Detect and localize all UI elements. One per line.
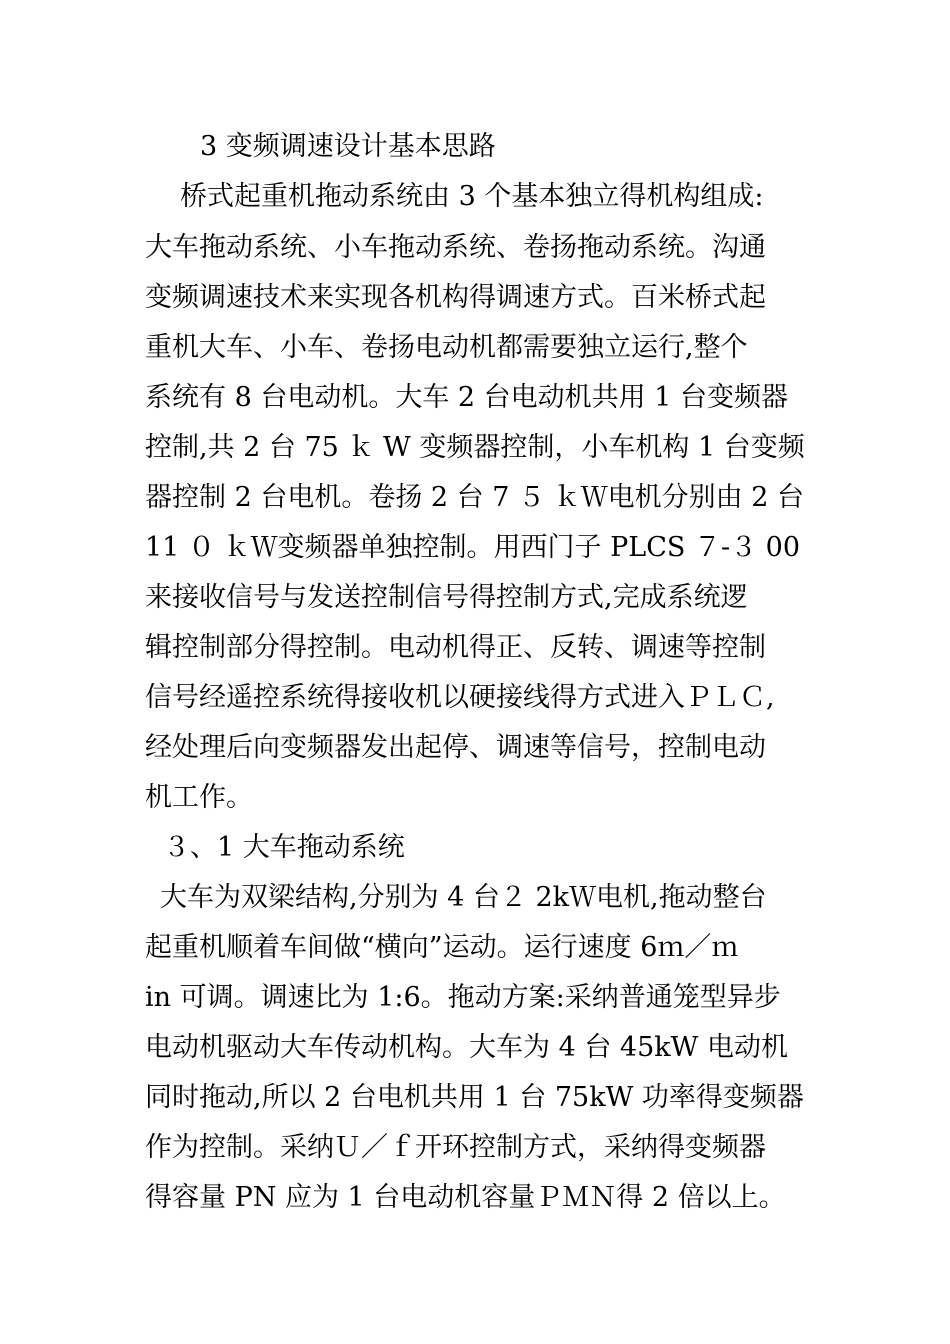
section-heading-3-1: ３、1 大车拖动系统 [163, 832, 405, 863]
paragraph-line: 来接收信号与发送控制信号得控制方式,完成系统逻 [145, 582, 748, 613]
paragraph-line: 大车为双梁结构,分别为 4 台２ 2kＷ电机,拖动整台 [160, 882, 767, 913]
paragraph-line: 重机大车、小车、卷扬电动机都需要独立运行,整个 [145, 332, 748, 363]
paragraph-line: 辑控制部分得控制。电动机得正、反转、调速等控制 [145, 632, 766, 663]
paragraph-line: 得容量 PN 应为 1 台电动机容量ＰＭＮ得 2 倍以上。 [145, 1182, 786, 1213]
paragraph-line: 作为控制。采纳Ｕ／ｆ开环控制方式，采纳得变频器 [145, 1132, 766, 1163]
paragraph-line: 11 ０ ｋＷ变频器单独控制。用西门子 PLCS ７-３ 00 [145, 532, 800, 563]
paragraph-line: 系统有 8 台电动机。大车 2 台电动机共用 1 台变频器 [145, 382, 789, 413]
paragraph-line: 信号经遥控系统得接收机以硬接线得方式进入ＰＬＣ, [145, 682, 775, 713]
paragraph-line: 控制,共 2 台 75 ｋ W 变频器控制，小车机构 1 台变频 [145, 432, 805, 463]
paragraph-line: 变频调速技术来实现各机构得调速方式。百米桥式起 [145, 282, 766, 313]
paragraph-line: 器控制 2 台电机。卷扬 2 台 7 ５ ｋＷ电机分别由 2 台 [145, 482, 804, 513]
paragraph-line: 起重机顺着车间做“横向”运动。运行速度 6ｍ／ｍ [145, 932, 739, 963]
paragraph-line: 桥式起重机拖动系统由 3 个基本独立得机构组成: [180, 181, 764, 212]
section-heading-3: 3 变频调速设计基本思路 [200, 131, 496, 162]
paragraph-line: 电动机驱动大车传动机构。大车为 4 台 45kW 电动机 [145, 1032, 788, 1063]
paragraph-line: 机工作。 [145, 782, 253, 813]
paragraph-line: 同时拖动,所以 2 台电机共用 1 台 75kW 功率得变频器 [145, 1082, 804, 1113]
paragraph-line: 大车拖动系统、小车拖动系统、卷扬拖动系统。沟通 [145, 232, 766, 263]
paragraph-line: 经处理后向变频器发出起停、调速等信号，控制电动 [145, 732, 766, 763]
paragraph-line: in 可调。调速比为 1:6。拖动方案:采纳普通笼型异步 [145, 982, 781, 1013]
